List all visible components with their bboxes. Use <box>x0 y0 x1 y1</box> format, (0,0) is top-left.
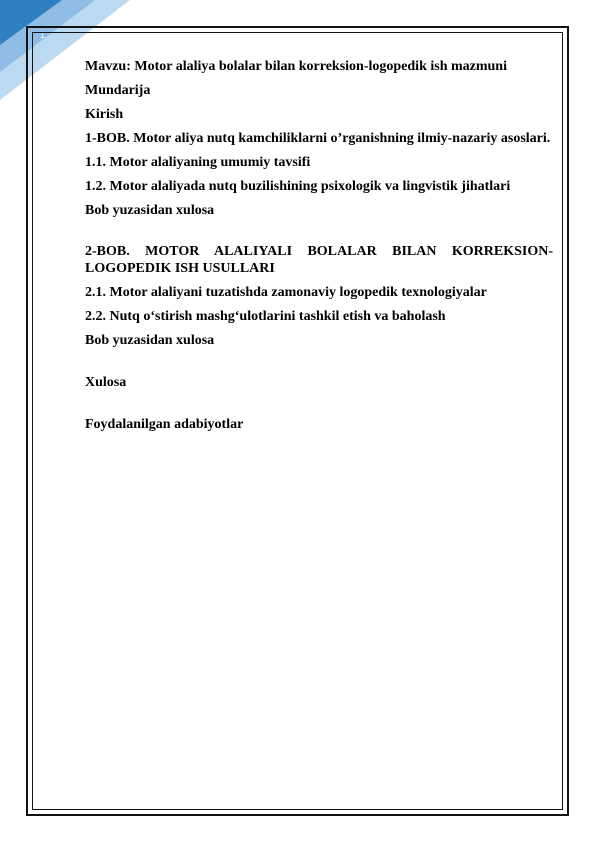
toc-item-conclusion: Xulosa <box>85 375 127 390</box>
toc-item-chapter1-conclusion: Bob yuzasidan xulosa <box>85 203 215 218</box>
toc-item-chapter2-conclusion: Bob yuzasidan xulosa <box>85 333 215 348</box>
spacer <box>85 226 553 243</box>
page-number: 1 <box>40 30 46 40</box>
spacer <box>85 398 553 416</box>
topic-title: Mavzu: Motor alaliya bolalar bilan korreksion-logopedik ish mazmuni <box>85 59 507 74</box>
toc-item-section-2-1: 2.1. Motor alaliyani tuzatishda zamonaviy logopedik texnologiyalar <box>85 285 487 300</box>
toc-item-intro: Kirish <box>85 107 124 122</box>
toc-item-section-1-1: 1.1. Motor alaliyaning umumiy tavsifi <box>85 155 311 170</box>
contents-heading: Mundarija <box>85 83 151 98</box>
table-of-contents <box>85 58 553 440</box>
toc-item-chapter1: 1-BOB. Motor aliya nutq kamchiliklarni o’rganishning ilmiy-nazariy asoslari. <box>85 131 551 146</box>
toc-item-references: Foydalanilgan adabiyotlar <box>85 417 244 432</box>
spacer <box>85 356 553 374</box>
toc-item-section-1-2: 1.2. Motor alaliyada nutq buzilishining psixologik va lingvistik jihatlari <box>85 179 511 194</box>
toc-item-section-2-2: 2.2. Nutq o‘stirish mashg‘ulotlarini tashkil etish va baholash <box>85 309 446 324</box>
toc-item-chapter2: 2-BOB. MOTOR ALALIYALI BOLALAR BILAN KORREKSION-LOGOPEDIK ISH USULLARI <box>85 244 553 276</box>
